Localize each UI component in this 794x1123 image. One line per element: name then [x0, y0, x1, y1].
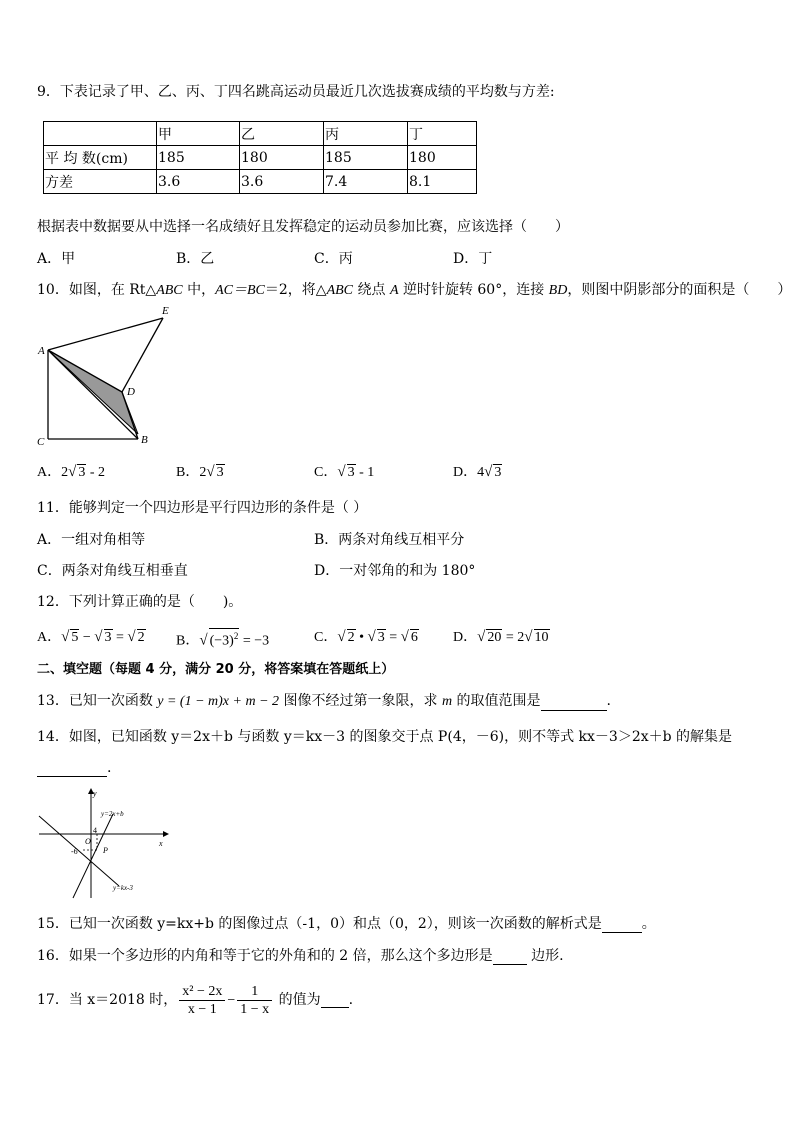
coef: 4	[477, 465, 485, 480]
stem-text: 边形.	[526, 948, 564, 964]
table-cell: 180	[240, 146, 324, 170]
radicand: 2	[347, 630, 355, 645]
label-4: 4	[93, 826, 97, 835]
x-axis-arrow	[163, 831, 169, 837]
operator: = 2	[502, 630, 525, 645]
q13-stem	[37, 692, 611, 711]
q9-table	[43, 121, 477, 194]
denominator: 1 − x	[240, 1001, 270, 1017]
answer-blank[interactable]	[37, 762, 107, 777]
stem-text: 。	[641, 916, 656, 932]
q9-option-c: C．丙	[314, 251, 353, 267]
radicand: 3	[494, 465, 502, 480]
stem-text: .	[348, 992, 354, 1008]
section-heading: 二、填空题（每题 4 分，满分 20 分，将答案填在答题纸上）	[37, 662, 395, 677]
radicand-inner: (−3)	[209, 633, 234, 649]
radical-sign: √	[127, 629, 136, 645]
tail: - 1	[355, 465, 375, 480]
label-neg6: -6	[71, 847, 78, 856]
option-label: A．	[37, 630, 62, 645]
stem-text: 中，	[182, 282, 216, 298]
radicand: 3	[216, 465, 224, 480]
math-var: m	[441, 694, 453, 709]
radicand: 3	[377, 630, 385, 645]
q14-stem: 14．如图，已知函数 y＝2x＋b 与函数 y＝kx－3 的图象交于点 P(4，－6)，则不等式 kx－3＞2x＋b 的解集是	[37, 729, 733, 745]
table-header-cell	[44, 122, 157, 146]
radicand: 3	[78, 465, 86, 480]
stem-text: 13．已知一次函数	[37, 693, 158, 709]
radicand	[209, 628, 240, 649]
label-x: x	[159, 839, 163, 848]
q12-option-a	[37, 628, 146, 647]
radical-sign: √	[199, 632, 208, 649]
table-cell: 185	[157, 146, 240, 170]
math-var: AC＝BC	[215, 283, 265, 298]
coef: 2	[61, 465, 69, 480]
numerator: x² − 2x	[179, 983, 225, 1001]
q10-option-a	[37, 463, 105, 482]
label-e: E	[162, 305, 169, 317]
q9-stem: 9．下表记录了甲、乙、丙、丁四名跳高运动员最近几次选拔赛成绩的平均数与方差:	[37, 84, 555, 100]
table-cell: 185	[324, 146, 408, 170]
stem-text: 绕点	[353, 282, 390, 298]
table-cell: 平 均 数(cm)	[44, 146, 157, 170]
option-label: C．	[314, 465, 338, 480]
stem-text: 逆时针旋转 60°，连接	[398, 282, 549, 298]
math-var: A	[389, 283, 399, 298]
table-cell: 8.1	[408, 170, 477, 194]
q17-stem	[37, 982, 353, 1019]
label-a: A	[38, 345, 45, 357]
radical-sign: √	[337, 629, 346, 645]
radical-sign: √	[94, 629, 103, 645]
label-b: B	[141, 434, 148, 446]
q10-option-c	[314, 463, 374, 482]
radical-sign: √	[337, 464, 346, 480]
table-header-cell: 丙	[324, 122, 408, 146]
table-row	[44, 146, 477, 170]
q14-figure	[35, 786, 175, 904]
radical-sign: √	[61, 629, 70, 645]
q12-stem: 12．下列计算正确的是（ )。	[37, 594, 243, 610]
radical-sign: √	[484, 464, 493, 480]
segment-ab	[48, 350, 138, 439]
q10-figure	[30, 300, 190, 450]
table-row	[44, 170, 477, 194]
label-line2: y=kx-3	[113, 884, 133, 892]
q9-question: 根据表中数据要从中选择一名成绩好且发挥稳定的运动员参加比赛，应该选择（ ）	[37, 219, 569, 235]
radicand: 10	[534, 630, 549, 645]
q11-option-b: B．两条对角线互相平分	[314, 532, 465, 548]
radicand: 20	[487, 630, 502, 645]
operator: •	[355, 630, 368, 645]
stem-text: 的取值范围是	[452, 693, 541, 709]
fraction-2	[237, 983, 272, 1018]
table-header-cell: 乙	[240, 122, 324, 146]
math-var: ABC	[156, 283, 183, 298]
option-label: D．	[453, 630, 478, 645]
q9-option-a: A．甲	[37, 251, 76, 267]
option-label: D．	[453, 465, 478, 480]
coef: 2	[199, 465, 207, 480]
answer-blank[interactable]	[541, 696, 607, 711]
operator: =	[385, 630, 401, 645]
math-expr: y = (1 − m)x + m − 2	[157, 694, 280, 709]
label-d: D	[127, 386, 135, 398]
stem-text: .	[107, 760, 112, 776]
radical-sign: √	[206, 464, 215, 480]
label-p: P	[103, 846, 108, 855]
operator: =	[112, 630, 128, 645]
option-label: A．	[37, 465, 62, 480]
label-line1: y=2x+b	[101, 810, 124, 818]
operator: = −3	[239, 633, 270, 649]
table-cell: 7.4	[324, 170, 408, 194]
radicand: 3	[104, 630, 112, 645]
q11-option-c: C．两条对角线互相垂直	[37, 563, 188, 579]
q11-option-a: A．一组对角相等	[37, 532, 146, 548]
stem-text: ，则图中阴影部分的面积是（ ）	[567, 282, 792, 298]
radicand: 5	[71, 630, 79, 645]
option-label: C．	[314, 630, 338, 645]
option-label: B．	[176, 633, 200, 649]
math-var: ABC	[326, 283, 354, 298]
operator: −	[79, 630, 95, 645]
q15-stem	[37, 915, 656, 933]
radicand: 6	[410, 630, 418, 645]
q12-option-b	[176, 628, 269, 651]
q9-option-b: B．乙	[176, 251, 215, 267]
table-cell: 3.6	[157, 170, 240, 194]
stem-text: 图像不经过第一象限，求	[279, 693, 442, 709]
table-header-row	[44, 122, 477, 146]
segment-ae	[48, 318, 163, 350]
answer-blank[interactable]	[602, 918, 642, 933]
label-y: y	[93, 789, 97, 798]
operator: −	[227, 993, 236, 1008]
table-cell: 180	[408, 146, 477, 170]
q12-option-d	[453, 628, 550, 647]
label-origin: O	[85, 837, 91, 846]
fraction-1	[179, 983, 225, 1018]
q16-stem	[37, 947, 564, 965]
segment-ed	[122, 318, 163, 392]
radical-sign: √	[400, 629, 409, 645]
q12-option-c	[314, 628, 419, 647]
q11-option-d: D．一对邻角的和为 180°	[314, 563, 476, 579]
denominator: x − 1	[187, 1001, 217, 1017]
q10-option-b	[176, 463, 225, 482]
q14-answer-line	[37, 759, 111, 777]
q9-option-d: D．丁	[453, 251, 493, 267]
q10-stem	[37, 281, 791, 300]
stem-text: ＝2，将△	[264, 282, 327, 298]
stem-text: 17．当 x＝2018 时，	[37, 992, 178, 1008]
stem-text: 的值为	[274, 992, 321, 1008]
radical-sign: √	[524, 629, 533, 645]
stem-text: 10．如图，在 Rt△	[37, 282, 157, 298]
label-c: C	[37, 436, 45, 448]
radical-sign: √	[367, 629, 376, 645]
math-var: BD	[548, 283, 568, 298]
stem-text: 15．已知一次函数 y=kx+b 的图像过点（-1，0）和点（0，2），则该一次函数的解析式是	[37, 916, 602, 932]
radical-sign: √	[477, 629, 486, 645]
option-label: B．	[176, 465, 200, 480]
radicand: 2	[137, 630, 145, 645]
exponent: 2	[233, 631, 239, 641]
q10-option-d	[453, 463, 502, 482]
radicand: 3	[347, 465, 355, 480]
table-header-cell: 甲	[157, 122, 240, 146]
tail: - 2	[86, 465, 106, 480]
stem-text: 16．如果一个多边形的内角和等于它的外角和的 2 倍，那么这个多边形是	[37, 948, 493, 964]
table-cell: 3.6	[240, 170, 324, 194]
numerator: 1	[237, 983, 272, 1001]
radical-sign: √	[68, 464, 77, 480]
table-header-cell: 丁	[408, 122, 477, 146]
table-cell: 方差	[44, 170, 157, 194]
q11-stem: 11．能够判定一个四边形是平行四边形的条件是（ ）	[37, 500, 368, 516]
stem-text: .	[606, 693, 611, 709]
answer-blank[interactable]	[493, 950, 527, 965]
answer-blank[interactable]	[321, 993, 349, 1008]
